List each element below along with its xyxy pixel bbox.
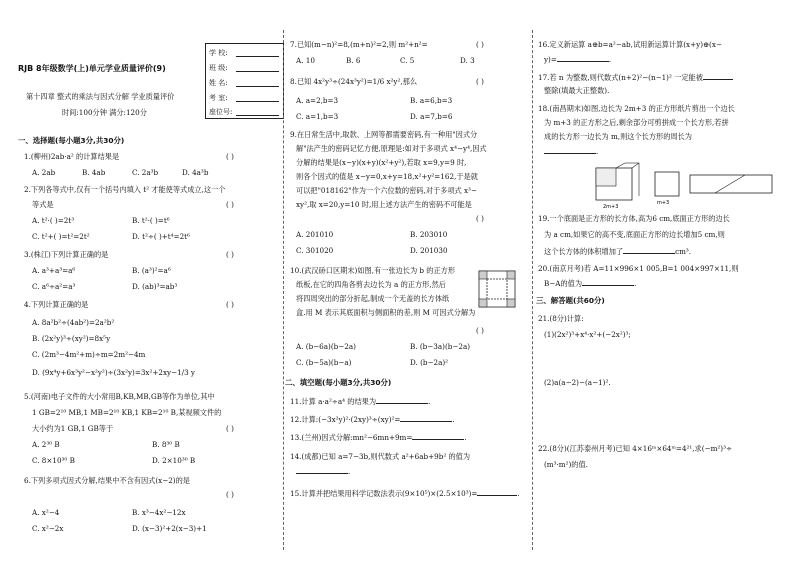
question-21-part1: (1)(2x²)³+x⁴·x²+(−2x²)³; xyxy=(544,330,631,339)
option[interactable]: B. 8³⁰ B xyxy=(152,440,180,449)
option[interactable]: D. t²÷( )+t⁴=2t⁶ xyxy=(132,232,190,241)
option[interactable]: D. a=7,b=6 xyxy=(410,112,453,121)
square-cut-figure xyxy=(595,160,775,210)
answer-paren[interactable]: ( ) xyxy=(226,152,234,161)
question-8: 8.已知 4x²y³÷(24x³y²)=1/6 x²y²,那么 xyxy=(290,77,418,86)
question-13: 13.(兰州)因式分解:mn²−6mn+9m= . xyxy=(290,433,467,442)
info-label-class: 班 级: xyxy=(209,64,228,72)
question-14-blank: . xyxy=(296,466,350,477)
question-6: 6.下列多项式因式分解,结果中不含有因式(x−2)的是 xyxy=(24,476,190,485)
question-22: 22.(8分)(江苏泰州月考)已知 4×16ᵐ×64ᵐ=4²¹,求(−m²)³÷ xyxy=(538,444,732,453)
option[interactable]: B. (2x²y)³÷(xy²)=8x⁵y xyxy=(32,334,111,343)
answer-paren[interactable]: ( ) xyxy=(226,200,234,209)
question-10-cont: 纸板,在它的四角各剪去边长为 a 的正方形,然后 xyxy=(296,280,446,289)
question-10-cont: 盒.用 M 表示其底面积与侧面积的差,则 M 可因式分解为 xyxy=(296,308,476,317)
answer-paren[interactable]: ( ) xyxy=(226,250,234,259)
option[interactable]: B. (b−3a)(b−2a) xyxy=(410,342,471,351)
question-20: 20.(南京月考)若 A=11×996×1 005,B=1 004×997×11,则 xyxy=(538,264,739,273)
option[interactable]: B. (a³)²=a⁶ xyxy=(132,266,171,275)
info-label-name: 姓 名: xyxy=(209,79,228,87)
question-9: 9.在日常生活中,取款、上网等都需要密码,有一种用"因式分 xyxy=(290,130,478,139)
question-1: 1.(柳州)2ab·a² 的计算结果是 xyxy=(24,152,120,161)
option[interactable]: D. (ab)³=ab³ xyxy=(132,282,178,291)
option[interactable]: B. x³−4x²−12x xyxy=(132,508,186,517)
question-14: 14.(成都)已知 a=7−3b,则代数式 a²+6ab+9b² 的值为 xyxy=(290,452,471,461)
question-3: 3.(株江)下列计算正确的是 xyxy=(24,250,109,259)
question-17-cont: 整除(填最大正整数). xyxy=(544,86,610,95)
option[interactable]: D. 4a³b xyxy=(182,168,209,177)
option[interactable]: C. a⁶÷a²=a³ xyxy=(32,282,76,291)
question-2: 2.下列各等式中,仅有一个括号内填入 t² 才能使等式成立,这一个 xyxy=(24,185,226,194)
page-title: RJB 8年级数学(上)单元学业质量评价(9) xyxy=(18,64,166,73)
option[interactable]: A. 2ab xyxy=(32,168,56,177)
answer-blank[interactable] xyxy=(582,278,634,286)
section-choice-heading: 一、选择题(每小题3分,共30分) xyxy=(18,136,125,145)
info-label-school: 学 校: xyxy=(209,49,228,57)
info-label-room: 考 室: xyxy=(209,94,228,102)
option[interactable]: B. t²·( )=t⁶ xyxy=(132,216,170,225)
question-21: 21.(8分)计算: xyxy=(538,314,584,323)
question-22-cont: (m³·m²)的值. xyxy=(544,460,588,469)
info-field-class[interactable] xyxy=(236,71,279,72)
answer-blank[interactable] xyxy=(376,396,428,404)
option[interactable]: A. 2³⁰ B xyxy=(32,440,60,449)
option[interactable]: C. 5 xyxy=(400,56,415,65)
question-10-cont: 将四周突出的部分折起,制成一个无盖的长方体纸 xyxy=(296,294,450,303)
info-field-seat[interactable] xyxy=(236,115,279,116)
answer-blank[interactable] xyxy=(400,414,452,422)
answer-paren[interactable]: ( ) xyxy=(476,326,484,335)
option[interactable]: D. 2×10³⁰ B xyxy=(152,456,196,465)
info-field-school[interactable] xyxy=(236,56,279,57)
question-9-cont: 分解的结果是(x−y)(x+y)(x²+y²),若取 x=9,y=9 时, xyxy=(296,158,467,167)
option[interactable]: C. (2m³−4m²+m)÷m=2m²−4m xyxy=(32,350,146,359)
question-9-cont: xy²,取 x=20,y=10 时,用上述方法产生的密码不可能是 xyxy=(296,200,472,209)
question-5: 5.(河南)电子文件的大小常用B,KB,MB,GB等作为单位,其中 xyxy=(24,392,215,401)
question-18-cont: 成的长方形一边长为 m,则这个长方形的周长为 xyxy=(544,132,692,141)
answer-blank[interactable] xyxy=(703,72,733,80)
option[interactable]: B. 4ab xyxy=(82,168,106,177)
answer-paren[interactable]: ( ) xyxy=(226,300,234,309)
option[interactable]: C. 8×10³⁰ B xyxy=(32,456,75,465)
answer-paren[interactable]: ( ) xyxy=(226,424,234,433)
question-16: 16.定义新运算 a⊕b=a²−ab,试用新运算计算(x+y)⊕(x− xyxy=(538,40,722,49)
option[interactable]: C. t²+( )=t²=2t² xyxy=(32,232,90,241)
option[interactable]: A. a³+a³=a⁶ xyxy=(32,266,76,275)
question-7: 7.已知(m−n)²=8,(m+n)²=2,则 m²+n²= xyxy=(290,40,428,49)
question-17: 17.若 n 为整数,则代数式(n+2)²−(n−1)² 一定能被 xyxy=(538,72,733,83)
answer-blank[interactable] xyxy=(623,246,675,254)
question-18-blank: . xyxy=(544,146,598,157)
info-field-name[interactable] xyxy=(236,86,279,87)
question-5-cont: 1 GB=2¹⁰ MB,1 MB=2¹⁰ KB,1 KB=2¹⁰ B,某视频文件的 xyxy=(32,408,222,417)
student-info-box xyxy=(205,43,284,119)
column-divider xyxy=(532,30,533,550)
question-11: 11.计算 a·a²÷a⁴ 的结果为 . xyxy=(290,397,431,406)
question-9-cont: 可以把"018162"作为一个六位数的密码,对于多项式 x³− xyxy=(296,186,477,195)
info-field-room[interactable] xyxy=(236,101,279,102)
option[interactable]: B. 6 xyxy=(346,56,361,65)
question-9-cont: 解"法产生的密码记忆方便,原理是:如对于多项式 x⁴−y⁴,因式 xyxy=(296,144,487,153)
question-18: 18.(南昌期末)如图,边长为 2m+3 的正方形纸片剪出一个边长 xyxy=(538,104,735,113)
option[interactable]: D. 3 xyxy=(460,56,475,65)
chapter-subtitle: 第十四章 整式的乘法与因式分解 学业质量评价 xyxy=(26,92,175,101)
question-21-part2: (2)a(a−2)−(a−1)². xyxy=(544,378,611,387)
answer-paren[interactable]: ( ) xyxy=(476,77,484,86)
option[interactable]: D. (b−2a)² xyxy=(410,358,449,367)
question-9-cont: 则各个因式的值是 x−y=0,x+y=18,x²+y²=162,于是就 xyxy=(296,172,478,181)
question-2-cont: 等式是 xyxy=(32,200,54,209)
answer-blank[interactable] xyxy=(296,466,348,474)
answer-blank[interactable] xyxy=(412,432,464,440)
question-15: 15.计算并把结果用科学记数法表示(9×10⁵)×(2.5×10³)= . xyxy=(290,489,520,498)
question-19-cont: 为 a cm,如果它的高不变,底面正方形的边长增加5 cm,则 xyxy=(544,230,725,239)
option[interactable]: C. 2a³b xyxy=(132,168,159,177)
option[interactable]: C. x²−2x xyxy=(32,524,64,533)
option[interactable]: D. (x−3)²+2(x−3)+1 xyxy=(132,524,207,533)
question-19-cont: 这个长方体的体积增加了 cm³. xyxy=(544,247,692,256)
section-solve-heading: 三、解答题(共60分) xyxy=(536,296,605,305)
answer-blank[interactable] xyxy=(477,488,517,496)
option[interactable]: A. 10 xyxy=(296,56,315,65)
option[interactable]: A. (b−6a)(b−2a) xyxy=(296,342,356,351)
option[interactable]: C. (b−5a)(b−a) xyxy=(296,358,352,367)
question-20-cont: B−A的值为 . xyxy=(544,279,637,288)
column-divider xyxy=(283,30,284,550)
option[interactable]: B. 203010 xyxy=(410,230,448,239)
answer-paren[interactable]: ( ) xyxy=(476,40,484,49)
figure-label: m+3 xyxy=(657,200,670,206)
answer-blank[interactable] xyxy=(557,54,609,62)
answer-blank[interactable] xyxy=(544,146,596,154)
figure-label: 2m+3 xyxy=(603,204,619,210)
info-label-seat: 座位号: xyxy=(209,108,233,116)
option[interactable]: A. t²·( )=2t³ xyxy=(32,216,75,225)
option[interactable]: D. 201030 xyxy=(410,246,448,255)
exam-meta: 时间:100分钟 满分:120分 xyxy=(62,108,147,117)
question-12: 12.计算:(−3x²y)²·(2xy)³÷(xy)²= . xyxy=(290,415,455,424)
option[interactable]: C. a=1,b=3 xyxy=(296,112,339,121)
option[interactable]: A. a=2,b=3 xyxy=(296,96,339,105)
option[interactable]: A. 8a²b²÷(4ab²)=2a²b² xyxy=(32,318,115,327)
folded-box-figure xyxy=(478,270,518,308)
question-16-cont: y)= . xyxy=(544,55,612,64)
answer-paren[interactable]: ( ) xyxy=(226,490,234,499)
option[interactable]: C. 301020 xyxy=(296,246,334,255)
option[interactable]: A. x²−4 xyxy=(32,508,60,517)
question-5-cont: 大小约为1 GB,1 GB等于 xyxy=(32,424,114,433)
question-4: 4.下列计算正确的是 xyxy=(24,300,89,309)
option[interactable]: A. 201010 xyxy=(296,230,334,239)
answer-paren[interactable]: ( ) xyxy=(476,214,484,223)
option[interactable]: D. (9x⁴y+6x³y²−x²y²)÷(3x²y)=3x²+2xy−1/3 y xyxy=(32,368,195,377)
question-10: 10.(武汉硚口区期末)如图,有一张边长为 b 的正方形 xyxy=(290,266,456,275)
question-19: 19.一个底面是正方形的长方体,高为6 cm,底面正方形的边长 xyxy=(538,214,730,223)
option[interactable]: B. a=6,b=3 xyxy=(410,96,453,105)
question-18-cont: 为 m+3 的正方形之后,剩余部分可剪拼成一个长方形,若拼 xyxy=(544,118,729,127)
section-fill-heading: 二、填空题(每小题3分,共30分) xyxy=(285,378,392,387)
